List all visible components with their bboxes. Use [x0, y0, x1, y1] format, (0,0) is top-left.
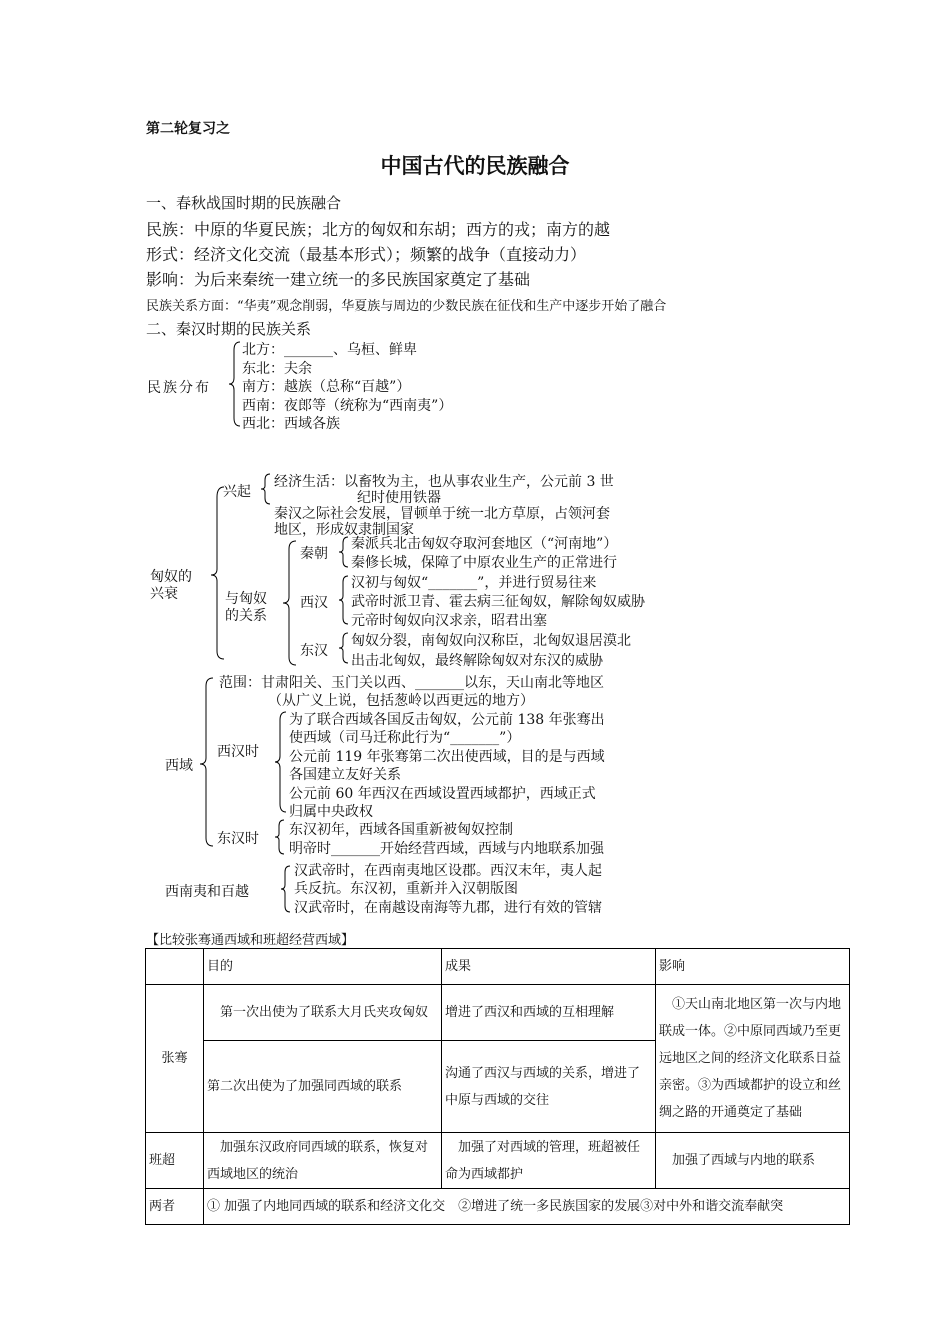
southwest-root: 西南夷和百越 — [165, 884, 249, 900]
xiyu-donghan-line: 东汉初年，西域各国重新被匈奴控制 — [289, 822, 513, 838]
section1-line: 影响：为后来秦统一建立统一的多民族国家奠定了基础 — [146, 270, 531, 289]
southwest-bracket — [280, 864, 292, 914]
xiyu-donghan-line: 明帝时_______开始经营西域，西域与内地联系加强 — [289, 841, 604, 857]
xiyu-xihan-line: 使西域（司马迁称此行为“_______”） — [289, 730, 521, 746]
header-cell: 成果 — [442, 949, 656, 985]
header-cell: 目的 — [204, 949, 442, 985]
distribution-item: 南方：越族（总称“百越”） — [242, 379, 411, 395]
xiyu-bracket — [199, 672, 215, 852]
southwest-line: 汉武帝时，在南越设南海等九郡，进行有效的管辖 — [294, 900, 602, 916]
distribution-root: 民族分布 — [147, 380, 211, 396]
relation-label: 的关系 — [225, 608, 267, 624]
banchao-impact: 加强了西域与内地的联系 — [656, 1133, 850, 1189]
xiyu-xihan-label: 西汉时 — [217, 744, 259, 760]
xiyu-xihan-line: 公元前 119 年张骞第二次出使西域，目的是与西域 — [289, 749, 605, 765]
distribution-item: 西南：夜郎等（统称为“西南夷”） — [242, 398, 453, 414]
section1-heading: 一、春秋战国时期的民族融合 — [146, 194, 342, 212]
zhangqian-impact: ①天山南北地区第一次与内地联成一体。②中原同西域乃至更远地区之间的经济文化联系日益亲密。③为西域都护的设立和丝绸之路的开通奠定了基础 — [656, 985, 850, 1133]
zhangqian-result-1: 增进了西汉和西域的互相理解 — [442, 985, 656, 1041]
qin-line: 秦修长城，保障了中原农业生产的正常进行 — [351, 555, 617, 571]
rise-line: 经济生活：以畜牧为主，也从事农业生产，公元前 3 世 — [274, 474, 614, 490]
qin-label: 秦朝 — [300, 546, 328, 562]
header-cell: 影响 — [656, 949, 850, 985]
rise-label: 兴起 — [223, 484, 251, 500]
zhangqian-purpose-1: 第一次出使为了联系大月氏夹攻匈奴 — [204, 985, 442, 1041]
xiongnu-root: 兴衰 — [150, 586, 178, 602]
xihan-line: 元帝时匈奴向汉求亲，昭君出塞 — [351, 613, 547, 629]
donghan-bracket — [338, 631, 350, 665]
xiyu-donghan-label: 东汉时 — [217, 831, 259, 847]
donghan-label: 东汉 — [300, 643, 328, 659]
xiyu-scope: （从广义上说，包括葱岭以西更远的地方） — [268, 693, 534, 709]
xihan-bracket — [338, 574, 350, 626]
southwest-line: 汉武帝时，在西南夷地区设郡。西汉末年，夷人起 — [294, 863, 602, 879]
comparison-table — [145, 948, 850, 1225]
relation-bracket — [282, 537, 298, 669]
qin-bracket — [338, 535, 350, 569]
rise-line: 秦汉之际社会发展，冒顿单于统一北方草原，占领河套 — [274, 506, 610, 522]
zhangqian-label: 张骞 — [146, 985, 204, 1133]
section1-line: 形式：经济文化交流（最基本形式）；频繁的战争（直接动力） — [146, 245, 587, 264]
page-title: 中国古代的民族融合 — [380, 153, 570, 178]
zhangqian-purpose-2: 第二次出使为了加强同西域的联系 — [204, 1041, 442, 1133]
xiyu-xihan-line: 公元前 60 年西汉在西域设置西域都护，西域正式 — [289, 786, 596, 802]
table-row — [146, 985, 850, 1041]
relation-label: 与匈奴 — [225, 591, 267, 607]
xiyu-xihan-line: 各国建立友好关系 — [289, 767, 401, 783]
distribution-bracket — [228, 340, 242, 428]
table-row — [146, 1189, 850, 1225]
comparison-title: 【比较张骞通西域和班超经营西域】 — [146, 933, 355, 948]
header-cell — [146, 949, 204, 985]
xiyu-xihan-line: 为了联合西域各国反击匈奴，公元前 138 年张骞出 — [289, 712, 605, 728]
qin-line: 秦派兵北击匈奴夺取河套地区（“河南地”） — [351, 536, 618, 552]
distribution-item: 东北：夫余 — [242, 361, 312, 377]
table-header-row — [146, 949, 850, 985]
table-row — [146, 1133, 850, 1189]
section2-heading: 二、秦汉时期的民族关系 — [146, 320, 312, 338]
xihan-line: 汉初与匈奴“_______”，并进行贸易往来 — [351, 575, 597, 591]
rise-line: 地区，形成奴隶制国家 — [274, 522, 414, 538]
distribution-item: 北方：_______、乌桓、鲜卑 — [242, 342, 417, 358]
xiyu-root: 西域 — [165, 758, 193, 774]
section1-line: 民族：中原的华夏民族；北方的匈奴和东胡；西方的戎；南方的越 — [146, 220, 611, 239]
donghan-line: 出击北匈奴，最终解除匈奴对东汉的威胁 — [351, 653, 603, 669]
xihan-line: 武帝时派卫青、霍去病三征匈奴，解除匈奴威胁 — [351, 594, 645, 610]
banchao-label: 班超 — [146, 1133, 204, 1189]
rise-bracket — [260, 472, 272, 506]
xiyu-xihan-line: 归属中央政权 — [289, 804, 373, 820]
xihan-label: 西汉 — [300, 595, 328, 611]
distribution-item: 西北：西域各族 — [242, 416, 340, 432]
xiyu-scope: 范围：甘肃阳关、玉门关以西、_______以东，天山南北等地区 — [219, 675, 604, 691]
both-text: ① 加强了内地同西域的联系和经济文化交 ②增进了统一多民族国家的发展③对中外和谐交流奉献突 — [204, 1189, 850, 1225]
southwest-line: 兵反抗。东汉初，重新并入汉朝版图 — [294, 881, 518, 897]
rise-line: 纪时使用铁器 — [357, 490, 441, 506]
donghan-line: 匈奴分裂，南匈奴向汉称臣，北匈奴退居漠北 — [351, 633, 631, 649]
banchao-purpose: 加强东汉政府同西域的联系，恢复对西域地区的统治 — [204, 1133, 442, 1189]
xiyu-donghan-bracket — [274, 818, 286, 856]
zhangqian-result-2: 沟通了西汉与西域的关系，增进了中原与西域的交往 — [442, 1041, 656, 1133]
both-label: 两者 — [146, 1189, 204, 1225]
xiongnu-root: 匈奴的 — [150, 569, 192, 585]
banchao-result: 加强了对西域的管理，班超被任命为西域都护 — [442, 1133, 656, 1189]
section1-relation: 民族关系方面：“华夷”观念削弱，华夏族与周边的少数民族在征伐和生产中逐步开始了融合 — [146, 299, 667, 314]
xiyu-xihan-bracket — [274, 708, 288, 820]
xiongnu-bracket — [210, 475, 226, 667]
series-label: 第二轮复习之 — [146, 121, 230, 137]
